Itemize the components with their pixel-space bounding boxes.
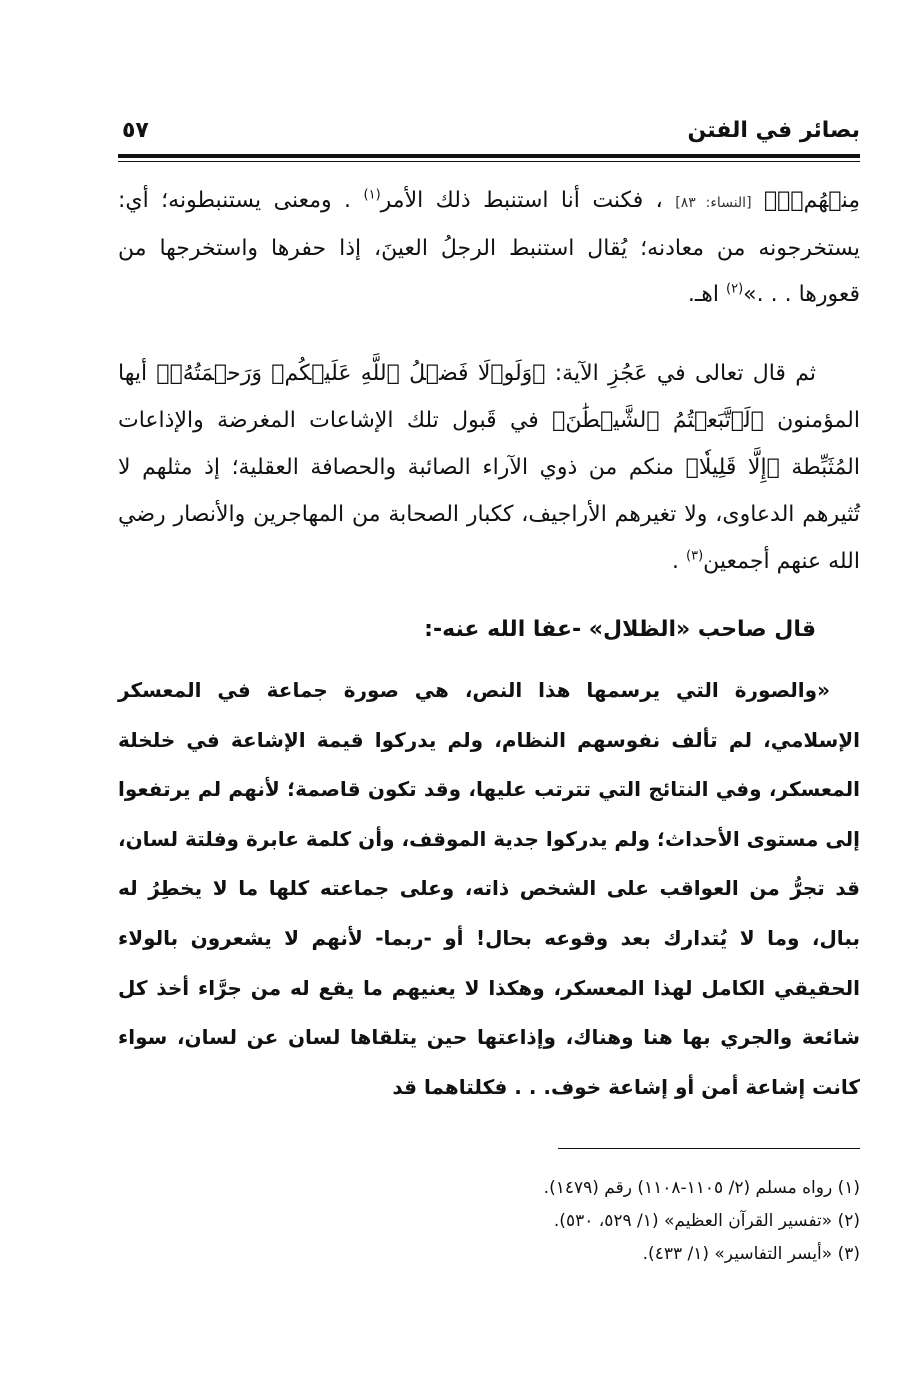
footnote-2: (٢) «تفسير القرآن العظيم» (١/ ٥٢٩، ٥٣٠).	[553, 1211, 860, 1231]
footnote-marker-3: (٣)	[686, 548, 704, 564]
verse-ending: مِنۡهُمۡۗ﴾	[751, 188, 860, 213]
footnote-1: (١) رواه مسلم (٢/ ١١٠٥-١١٠٨) رقم (١٤٧٩).	[543, 1178, 860, 1198]
paragraph2-text-a: ثم قال تعالى في عَجُزِ الآية: ﴿وَلَوۡلَا فَضۡلُ ٱللَّهِ عَلَيۡكُمۡ وَرَحۡمَتُهُۥ﴾ أيها المؤمنون ﴿لَٱتَّبَعۡتُمُ ٱلشَّيۡطَٰنَ﴾ في قَبول تلك الإشاعات المغرضة والإذاعات المُثَبِّطة ﴿إِلَّا قَلِيلٗا﴾ منكم من ذوي الآراء الصائبة والحصافة العقلية؛ إذ مثلهم لا تُثيرهم الدعاوى، ولا تغيرهم الأراجيف، ككبار الصحابة من المهاجرين والأنصار رضي الله عنهم أجمعين	[118, 361, 860, 574]
paragraph-commentary	[118, 350, 860, 585]
verse-reference: [النساء: ٨٣]	[675, 195, 752, 211]
paragraph-quotation: «والصورة التي يرسمها هذا النص، هي صورة جماعة في المعسكر الإسلامي، لم تألف نفوسهم النظام، ولم يدركوا قيمة الإشاعة في خلخلة المعسكر، وفي النتائج التي تترتب عليها، وقد تكون قاصمة؛ لأنهم لم يرتفعوا إلى مستوى الأحداث؛ ولم يدركوا جدية الموقف، وأن كلمة عابرة وفلتة لسان، قد تجرُّ من العواقب على الشخص ذاته، وعلى جماعته كلها ما لا يخطِرُ له ببال، وما لا يُتدارك بعد وقوعه بحال! أو -ربما- لأنهم لا يشعرون بالولاء الحقيقي الكامل لهذا المعسكر، وهكذا لا يعنيهم ما يقع له من جرَّاء أخذ كل شائعة والجري بها هنا وهناك، وإذاعتها حين يتلقاها لسان عن لسان، سواء كانت إشاعة أمن أو إشاعة خوف. . . فكلتاهما قد	[118, 678, 860, 1099]
footnote-3: (٣) «أيسر التفاسير» (١/ ٤٣٣).	[642, 1244, 860, 1264]
paragraph2-text-b: .	[672, 549, 686, 574]
paragraph1-text-d: اهـ.	[687, 282, 727, 307]
header-rule-thin	[118, 161, 860, 162]
footnotes	[118, 1172, 860, 1271]
book-title: بصائر في الفتن	[687, 118, 860, 143]
header-rule-thick	[118, 154, 860, 158]
running-header	[118, 112, 860, 152]
section-heading: قال صاحب «الظلال» -عفا الله عنه-:	[424, 617, 816, 642]
footnote-marker-2: (٢)	[726, 281, 744, 297]
paragraph-quote-end	[118, 178, 860, 318]
page-number: ٥٧	[122, 118, 149, 143]
paragraph1-text-c: . ومعنى يستنبطونه؛ أي: يستخرجونه من معادنه؛ يُقال استنبط الرجلُ العينَ، إذا حفرها واستخرجها من قعورها . . .»	[118, 188, 860, 307]
footnote-separator	[558, 1148, 860, 1149]
paragraph1-text-b: ، فكنت أنا استنبط ذلك الأمر	[380, 188, 676, 213]
footnote-marker-1: (١)	[363, 187, 381, 203]
